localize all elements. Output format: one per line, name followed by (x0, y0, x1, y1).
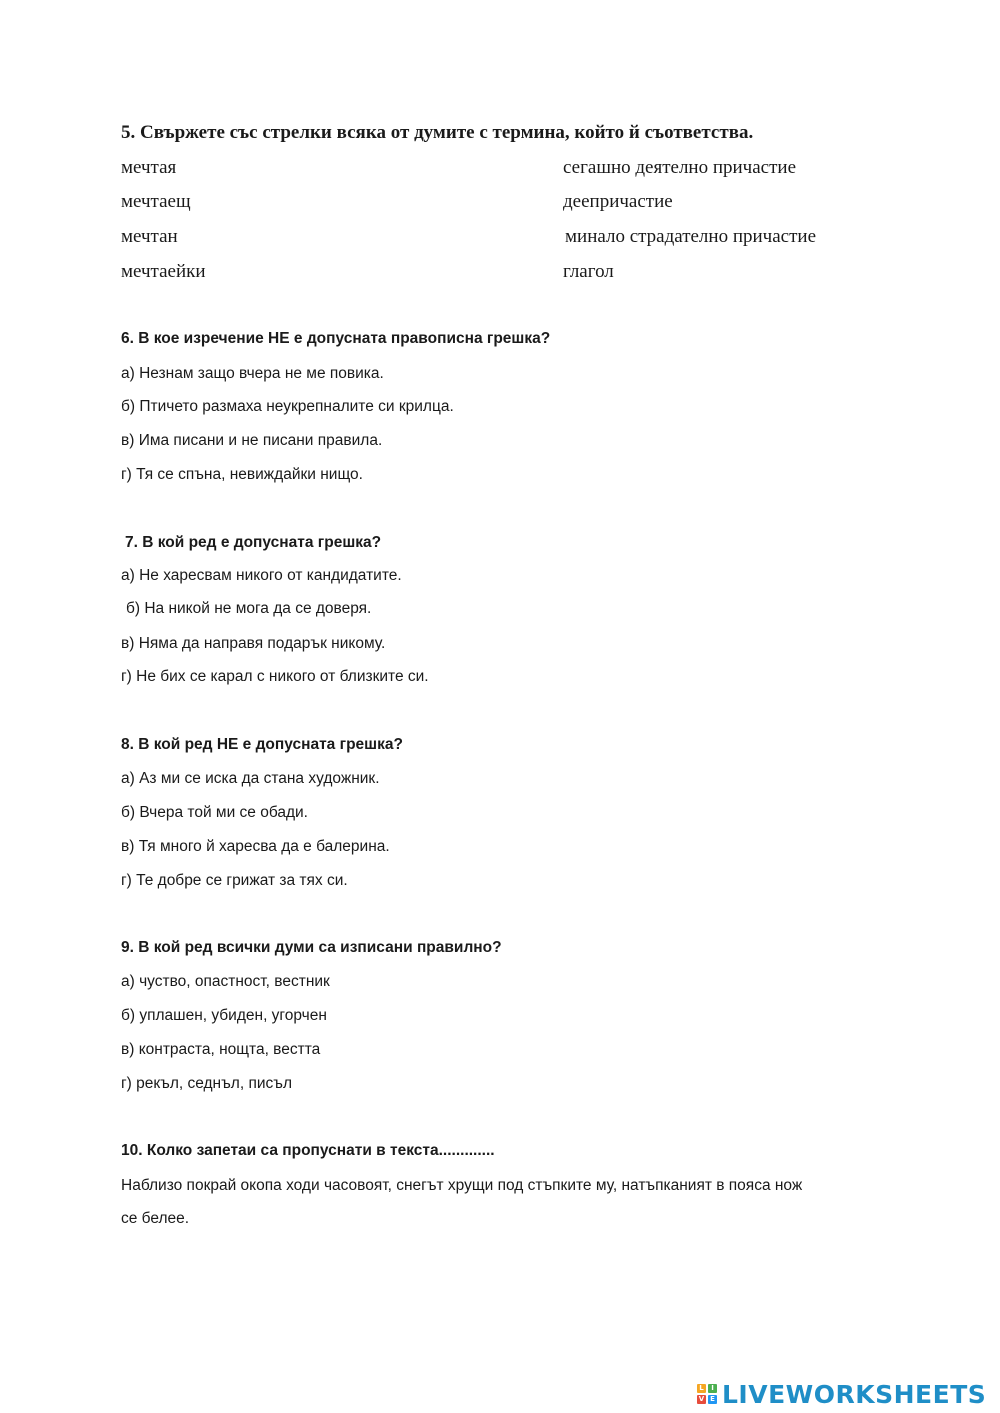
q6-option-a: а) Незнам защо вчера не ме повика. (121, 365, 384, 382)
q9-option-d: г) рекъл, седнъл, писъл (121, 1075, 292, 1092)
q7-option-d: г) Не бих се карал с никого от близките си. (121, 668, 429, 685)
q10-text-line-1: Наблизо покрай окопа ходи часовоят, снегът хрущи под стъпките му, натъпканият в пояса нож (121, 1177, 803, 1194)
q6-option-c: в) Има писани и не писани правила. (121, 432, 383, 449)
q8-option-a: а) Аз ми се иска да стана художник. (121, 770, 380, 787)
q8-option-c: в) Тя много й харесва да е балерина. (121, 838, 390, 855)
q10-title: 10. Колко запетаи са пропуснати в текста............. (121, 1142, 495, 1159)
q6-option-b: б) Птичето размаха неукрепналите си крилца. (121, 398, 454, 415)
q5-title: 5. Свържете със стрелки всяка от думите с термина, който й съответства. (121, 122, 754, 143)
logo-block-e: E (708, 1395, 717, 1404)
q8-title: 8. В кой ред НЕ е допусната грешка? (121, 736, 403, 753)
logo-block-i: I (708, 1384, 717, 1393)
q7-option-b: б) На никой не мога да се доверя. (126, 600, 372, 617)
logo-block-l: L (697, 1384, 706, 1393)
q5-right-term-3: минало страдателно причастие (565, 226, 816, 247)
q5-left-word-1: мечтая (121, 157, 177, 178)
q5-right-term-2: деепричастие (563, 191, 673, 212)
q6-option-d: г) Тя се спъна, невиждайки нищо. (121, 466, 363, 483)
logo-blocks-icon (697, 1384, 717, 1404)
liveworksheets-logo (697, 1378, 986, 1410)
q7-option-c: в) Няма да направя подарък никому. (121, 635, 386, 652)
q5-left-word-2: мечтаещ (121, 191, 191, 212)
q5-right-term-1: сегашно деятелно причастие (563, 157, 797, 178)
q8-option-b: б) Вчера той ми се обади. (121, 804, 308, 821)
logo-text: LIVEWORKSHEETS (722, 1379, 987, 1409)
q9-option-a: а) чуство, опастност, вестник (121, 973, 330, 990)
q8-option-d: г) Те добре се грижат за тях си. (121, 872, 348, 889)
q9-option-b: б) уплашен, убиден, угорчен (121, 1007, 327, 1024)
logo-block-v: V (698, 1395, 705, 1403)
q9-option-c: в) контраста, нощта, вестта (121, 1041, 321, 1058)
q6-title: 6. В кое изречение НЕ е допусната правописна грешка? (121, 330, 551, 347)
q5-left-word-3: мечтан (121, 226, 178, 247)
q5-right-term-4: глагол (563, 261, 614, 282)
q7-title: 7. В кой ред е допусната грешка? (125, 534, 382, 551)
q10-text-line-2: се белее. (121, 1210, 190, 1227)
q5-left-word-4: мечтаейки (121, 261, 206, 282)
q9-title: 9. В кой ред всички думи са изписани правилно? (121, 939, 502, 956)
q7-option-a: а) Не харесвам никого от кандидатите. (121, 567, 402, 584)
